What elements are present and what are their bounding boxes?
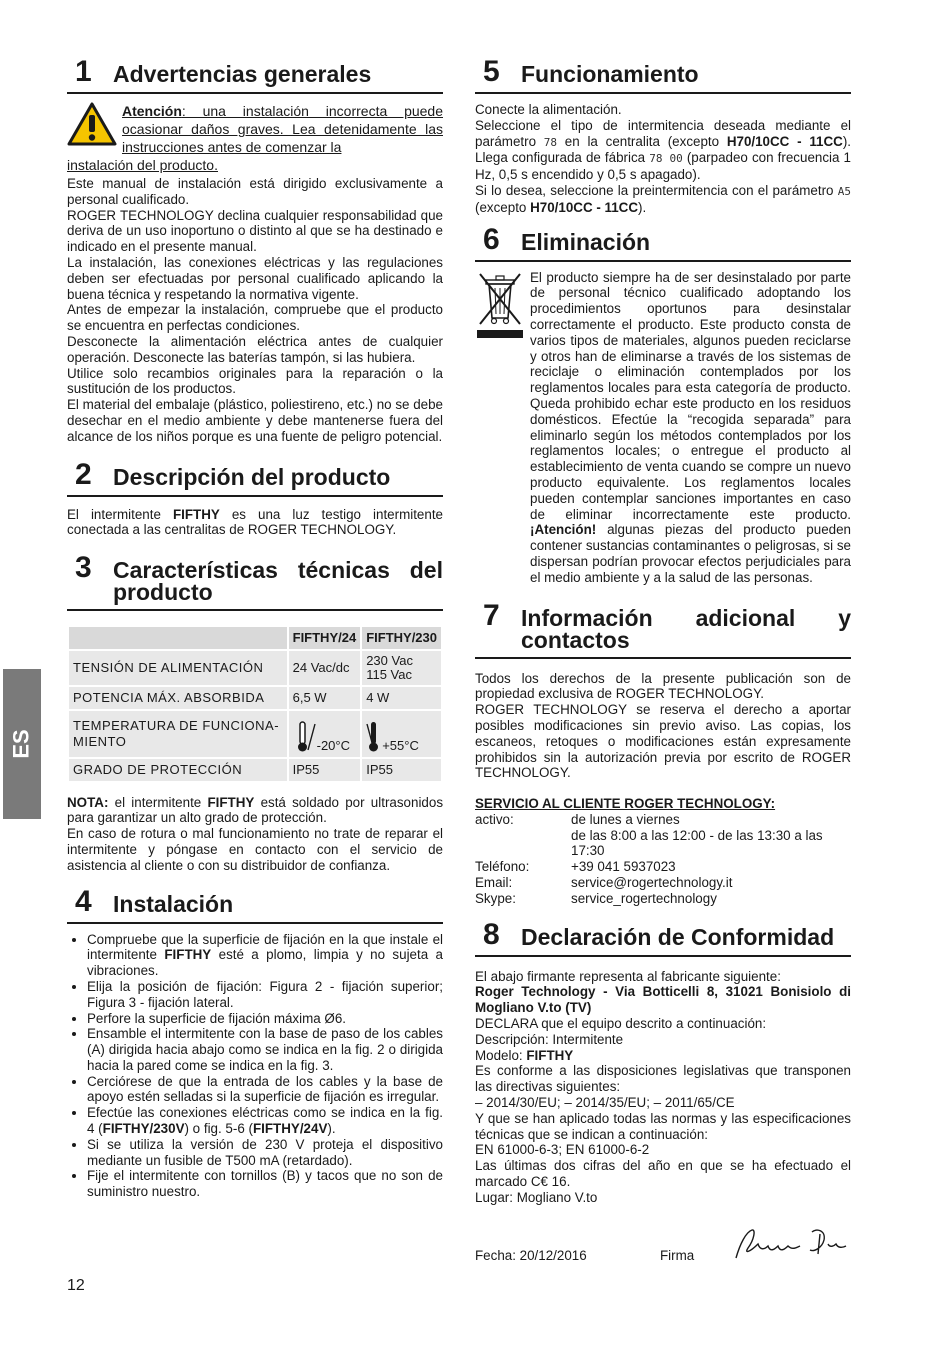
- s8-line: Y que se han aplicado todas las normas y las especificaciones técnicas que se indican a continuación:: [475, 1110, 851, 1142]
- service-row: de las 8:00 a las 12:00 - de las 13:30 a las 17:30: [571, 827, 823, 859]
- s7-p2: ROGER TECHNOLOGY se reserva el derecho a aportar posibles modificaciones sin previo aviso. Las copias, los escaneos, retoques o modificaciones están expresamente prohibidos sin la autorización previa por escrito de ROGER TECHNOLOGY.: [475, 702, 851, 781]
- section-1-heading: 1 Advertencias generales: [67, 58, 443, 94]
- s5-line3: Si lo desea, seleccione la preintermitencia con el parámetro A5 (excepto H70/10CC - 11CC).: [475, 182, 851, 215]
- s8-line: Descripción: Intermitente: [475, 1031, 624, 1047]
- display-code: 78 00: [649, 152, 683, 166]
- disposal-block: [475, 270, 851, 586]
- warning-block: Atención: una instalación incorrecta puede ocasionar daños graves. Lea detenidamente las instrucciones antes de comenzar la instalación del producto.: [67, 103, 443, 173]
- spec-table: [67, 625, 443, 782]
- s8-place: Lugar: Mogliano V.to: [475, 1189, 598, 1205]
- service-row: Email: service@rogertechnology.it: [475, 875, 733, 891]
- service-row: activo: de lunes a viernes: [475, 811, 680, 827]
- date-text: Fecha: 20/12/2016: [475, 1247, 587, 1263]
- s8-line: EN 61000-6-3; EN 61000-6-2: [475, 1142, 650, 1158]
- warning-icon: [67, 102, 117, 146]
- right-column: [475, 55, 851, 1264]
- list-item: • Perfore la superficie de fijación máxima Ø6.: [87, 1011, 443, 1027]
- section-4: [67, 884, 443, 1201]
- s8-line: Es conforme a las disposiciones legislativas que transponen las directivas siguientes:: [475, 1063, 851, 1095]
- left-column: [67, 55, 444, 1200]
- section-2: [67, 457, 443, 539]
- s8-ce-line: Las últimas dos cifras del año en que se ha efectuado el marcado C€ 16.: [475, 1158, 851, 1190]
- language-tab: ES: [3, 669, 41, 819]
- s5-line1: Conecte la alimentación.: [475, 102, 622, 117]
- s5-line2: Seleccione el tipo de intermitencia deseada mediante el parámetro 78 en la centralita (excepto H70/10CC - 11CC). Llega configurada de fábrica 78 00 (parpadeo con frecuencia 1 Hz, 0,5 s encendido y 0,5 s apagado).: [475, 117, 851, 183]
- signature-label: Firma: [660, 1247, 695, 1263]
- section-5: [475, 55, 851, 216]
- crossed-bin-icon: [475, 270, 525, 340]
- s1-p6: Utilice solo recambios originales para la reparación o la sustitución de los productos.: [67, 365, 443, 397]
- s1-p1: Este manual de instalación está dirigido exclusivamente a personal cualificado.: [67, 176, 443, 207]
- list-item: • Si se utiliza la versión de 230 V proteja el dispositivo mediante un fusible de T500 mA (retardado).: [87, 1137, 443, 1169]
- s8-model: Modelo: FIFTHY: [475, 1047, 574, 1063]
- s7-p1: Todos los derechos de la presente publicación son de propiedad exclusiva de ROGER TECHNOLOGY.: [475, 670, 851, 702]
- signature-image: [730, 1224, 850, 1264]
- ce-mark: C€: [530, 1174, 548, 1190]
- section-5-heading: 5 Funcionamiento: [475, 58, 851, 94]
- s8-line: – 2014/30/EU; – 2014/35/EU; – 2011/65/CE: [475, 1095, 735, 1111]
- service-title: SERVICIO AL CLIENTE ROGER TECHNOLOGY:: [475, 796, 776, 812]
- s1-p3: La instalación, las conexiones eléctricas y las regulaciones deben ser efectuadas por personal cualificado aplicando la buena técnica y respetando la normativa vigente.: [67, 254, 443, 302]
- service-row: Teléfono: +39 041 5937023: [475, 859, 676, 875]
- service-row: Skype: service_rogertechnology: [475, 890, 717, 906]
- section-8-heading: 8 Declaración de Conformidad: [475, 921, 851, 957]
- display-code: A5: [837, 184, 851, 198]
- s1-p4: Antes de empezar la instalación, compruebe que el producto se encuentra en perfectas condiciones.: [67, 302, 443, 334]
- list-item: • Cerciórese de que la entrada de los cables y la base de apoyo estén selladas si la superficie de fijación es irregular.: [87, 1074, 443, 1106]
- s1-p5: Desconecte la alimentación eléctrica antes de cualquier operación. Desconecte las baterías tampón, si las hubiera.: [67, 333, 443, 365]
- s3-note-p2: En caso de rotura o mal funcionamiento no trate de reparar el intermitente y póngase en contacto con el servicio de asistencia al cliente o con su distribuidor de confianza.: [67, 826, 443, 873]
- s1-p2: ROGER TECHNOLOGY declina cualquier responsabilidad que deriva de un uso inoportuno o distinto al que se ha destinado e indicado en el presente manual.: [67, 207, 443, 255]
- section-8: [475, 917, 851, 1264]
- list-item: • Efectúe las conexiones eléctricas como se indica en la fig. 4 (FIFTHY/230V) o fig. 5-6 (FIFTHY/24V).: [87, 1105, 443, 1137]
- list-item: • Fije el intermitente con tornillos (B) y tacos que no son de suministro nuestro.: [87, 1168, 443, 1200]
- section-6-heading: 6 Eliminación: [475, 226, 851, 262]
- s8-line: El abajo firmante representa al fabricante siguiente:: [475, 968, 781, 984]
- s3-note: NOTA: el intermitente FIFTHY está soldado por ultrasonidos para garantizar un alto grado de protección.: [67, 794, 444, 826]
- manufacturer-address: Roger Technology - Via Botticelli 8, 31021 Bonisiolo di Mogliano V.to (TV): [475, 984, 851, 1016]
- s1-p7: El material del embalaje (plástico, poliestireno, etc.) no se debe desechar en el medio ambiente y debe mantenerse fuera del alcance de los niños porque es una fuente de peligro potencial.: [67, 397, 443, 444]
- section-3-heading: 3 Características técnicas del producto: [67, 554, 443, 611]
- section-6: [475, 222, 851, 586]
- s6-paragraph: El producto siempre ha de ser desinstalado por parte de personal técnico cualificado adoptando los procedimientos oportunos para desinstalar correctamente el producto. Este producto consta de varios tipos de materiales, algunos pueden reciclarse y otros han de eliminarse a través de los sistemas de reciclaje o eliminación contemplados por los reglamentos locales para esta categoría de producto. Queda prohibido echar este producto en los residuos domésticos. Efectúe la “recogida separada” para eliminarlo según los métodos contemplados por los reglamentos locales; o entregue el producto al establecimiento de venta cuando se compre un nuevo producto equivalente. Los reglamentos locales pueden contemplar sanciones importantes en caso de eliminar incorrectamente este producto. ¡Atención! algunas piezas del producto pueden contener sustancias contaminantes o peligrosas, si se dispersan podrían provocar efectos perjudiciales para el medio ambiente y a la salud de las personas.: [530, 269, 851, 585]
- thermometer-icon: [293, 720, 317, 754]
- table-row: TENSIÓN DE ALIMENTACIÓN 24 Vac/dc 230 Vac 115 Vac: [69, 651, 441, 685]
- section-4-heading: 4 Instalación: [67, 888, 443, 924]
- install-steps-list: [67, 932, 443, 1201]
- s8-line: DECLARA que el equipo descrito a continuación:: [475, 1016, 767, 1032]
- page-number: 12: [67, 1277, 85, 1294]
- section-1: [67, 55, 443, 445]
- table-row: GRADO DE PROTECCIÓN IP55 IP55: [69, 759, 441, 781]
- signature-row: [475, 1224, 851, 1264]
- s2-paragraph: El intermitente FIFTHY es una luz testigo intermitente conectada a las centralitas de ROGER TECHNOLOGY.: [67, 506, 443, 538]
- list-item: • Elija la posición de fijación: Figura 2 - fijación superior; Figura 3 - fijación lateral.: [87, 979, 443, 1011]
- section-3: [67, 551, 444, 873]
- service-list: [475, 812, 851, 907]
- display-code: 78: [543, 135, 558, 149]
- table-row: TEMPERATURA DE FUNCIONA-MIENTO -20°C +55°C: [69, 711, 441, 757]
- list-item: • Ensamble el intermitente con la base de paso de los cables (A) dirigida hacia abajo como se indica en la fig. 2 o dirigida hacia la pared come se indica en la fig. 3.: [87, 1026, 443, 1073]
- thermometer-icon: [366, 720, 382, 754]
- section-7: [475, 598, 851, 907]
- section-2-heading: 2 Descripción del producto: [67, 461, 443, 497]
- list-item: • Compruebe que la superficie de fijación en la que instale el intermitente FIFTHY esté a plomo, limpia y no sujeta a vibraciones.: [87, 932, 443, 979]
- table-row: POTENCIA MÁX. ABSORBIDA 6,5 W 4 W: [69, 687, 441, 709]
- section-7-heading: 7 Información adicional y contactos: [475, 602, 851, 659]
- table-header-row: FIFTHY/24 FIFTHY/230: [69, 627, 441, 649]
